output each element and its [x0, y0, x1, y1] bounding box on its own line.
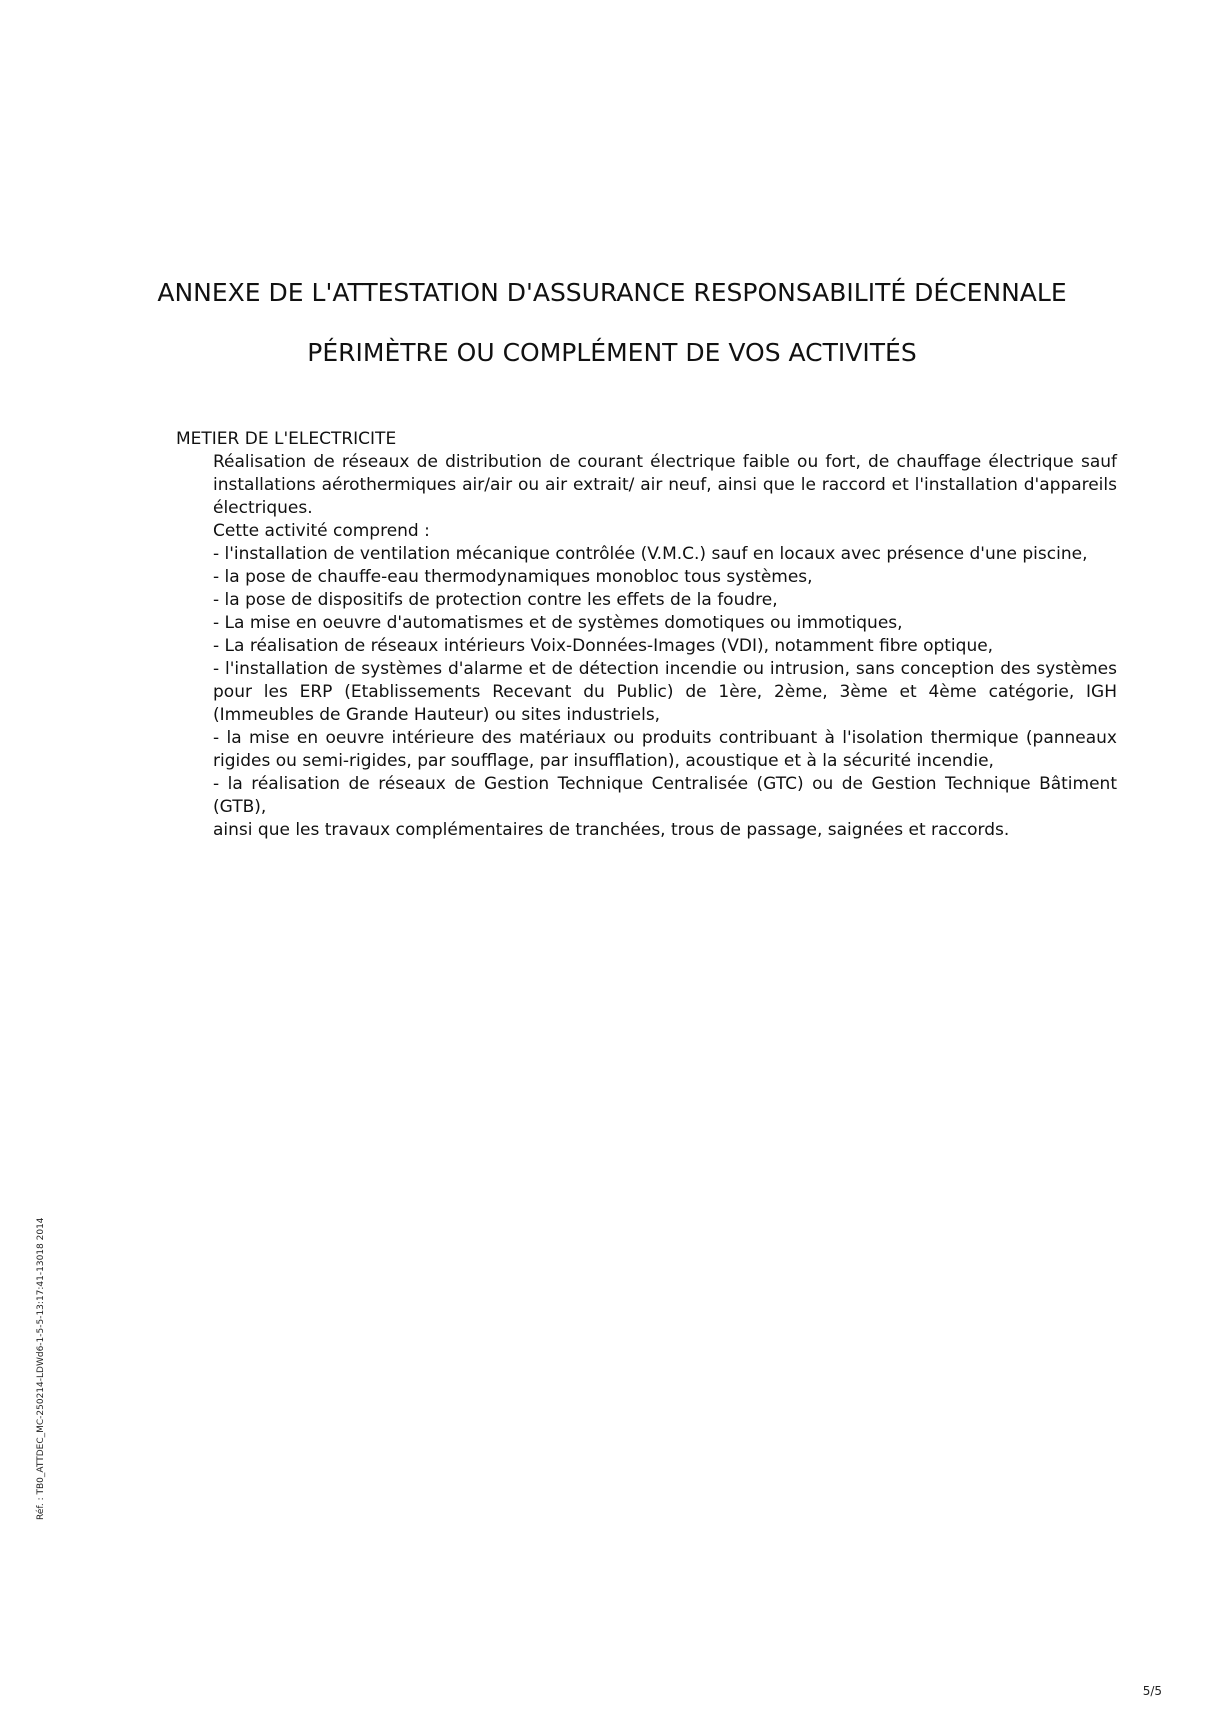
- list-item: - la réalisation de réseaux de Gestion Technique Centralisée (GTC) ou de Gestion Technique Bâtiment (GTB),: [213, 774, 1117, 817]
- list-item: - la mise en oeuvre intérieure des matériaux ou produits contribuant à l'isolation thermique (panneaux rigides ou semi-rigides, par soufflage, par insufflation), acoustique et à la sécurité incendie,: [213, 728, 1117, 771]
- document-subtitle: PÉRIMÈTRE OU COMPLÉMENT DE VOS ACTIVITÉS: [307, 338, 917, 367]
- section-description: Réalisation de réseaux de distribution de courant électrique faible ou fort, de chauffage électrique sauf installations aérothermiques air/air ou air extrait/ air neuf, ainsi que le raccord et l'installation d'appareils électriques.: [213, 452, 1117, 518]
- list-item: - la pose de dispositifs de protection contre les effets de la foudre,: [213, 590, 778, 610]
- document-title: ANNEXE DE L'ATTESTATION D'ASSURANCE RESPONSABILITÉ DÉCENNALE: [157, 278, 1067, 307]
- list-item: - La réalisation de réseaux intérieurs Voix-Données-Images (VDI), notamment fibre optique,: [213, 636, 994, 656]
- list-item: - La mise en oeuvre d'automatismes et de systèmes domotiques ou immotiques,: [213, 613, 903, 633]
- section-closing: ainsi que les travaux complémentaires de tranchées, trous de passage, saignées et raccords.: [213, 820, 1010, 840]
- list-item: - la pose de chauffe-eau thermodynamiques monobloc tous systèmes,: [213, 567, 813, 587]
- section-intro: Cette activité comprend :: [213, 521, 430, 541]
- section-content: [213, 451, 1117, 842]
- side-reference: Réf. : TB0_ATTDEC_MC-250214-LDWd6-1-5-5-13:17:41-13018 2014: [36, 1217, 46, 1520]
- list-item: - l'installation de ventilation mécanique contrôlée (V.M.C.) sauf en locaux avec présence d'une piscine,: [213, 544, 1088, 564]
- list-item: - l'installation de systèmes d'alarme et de détection incendie ou intrusion, sans conception des systèmes pour les ERP (Etablissements Recevant du Public) de 1ère, 2ème, 3ème et 4ème catégorie, IGH (Immeubles de Grande Hauteur) ou sites industriels,: [213, 659, 1117, 725]
- page-number: 5/5: [1142, 1684, 1162, 1698]
- section-heading: METIER DE L'ELECTRICITE: [176, 429, 397, 449]
